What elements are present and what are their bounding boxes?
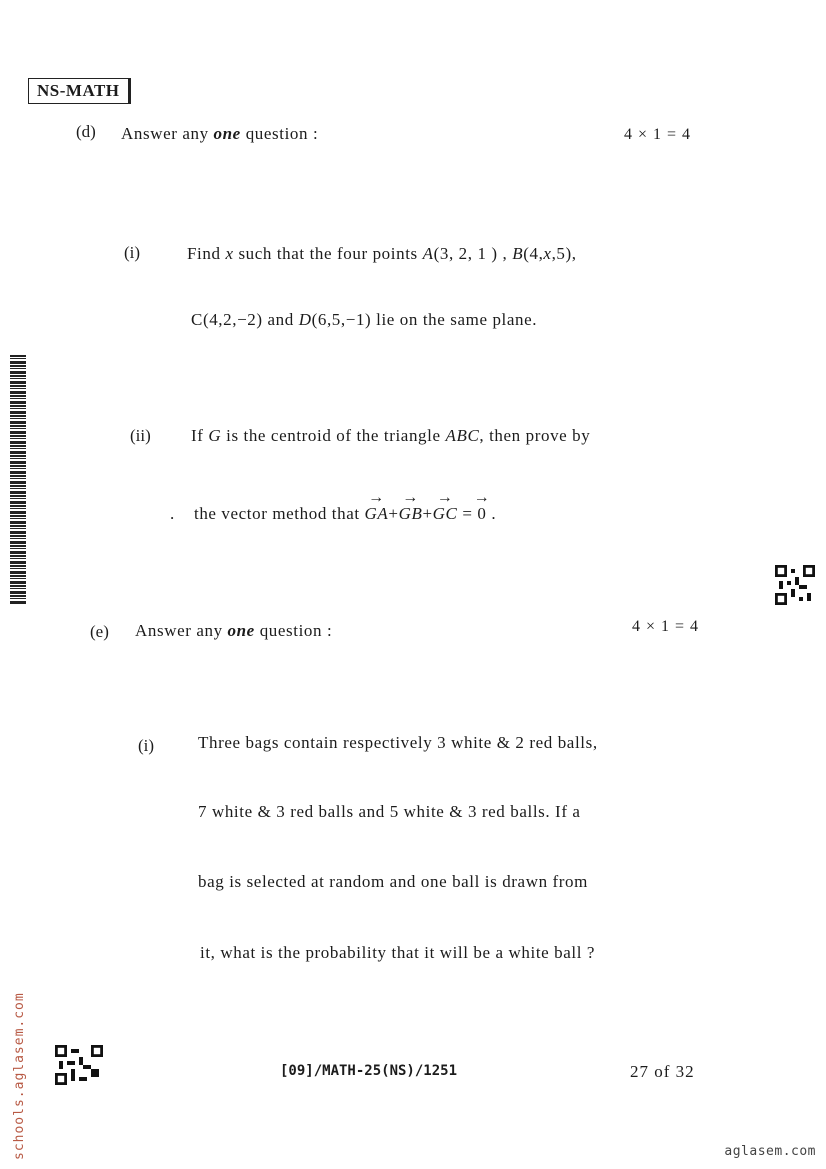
- site-url-side: schools.aglasem.com: [12, 992, 27, 1160]
- question-d-i-line2: [191, 310, 537, 330]
- point-g: G: [208, 426, 222, 445]
- equals-sign: =: [457, 504, 478, 523]
- section-e-label: (e): [90, 622, 109, 641]
- question-d-ii-number: (ii): [130, 426, 151, 445]
- question-e-i-line4: it, what is the probability that it will be a white ball ?: [200, 943, 596, 962]
- section-d-marks: 4 × 1 = 4: [624, 126, 692, 143]
- section-d-instruction: [121, 124, 318, 144]
- text-span: C(4,2,−2) and: [191, 310, 299, 329]
- qr-code-icon: [775, 565, 815, 605]
- vector-ga: → GA: [365, 504, 389, 524]
- vector-gb: → GB: [399, 504, 423, 524]
- site-url-bottom: aglasem.com: [724, 1144, 816, 1159]
- vector-gc: → GC: [433, 504, 458, 524]
- question-d-ii-line1: [191, 426, 590, 446]
- instruction-emphasis: one: [213, 124, 241, 143]
- variable-x: x: [543, 244, 552, 263]
- instruction-text-end: question :: [240, 124, 319, 143]
- section-e-marks: 4 × 1 = 4: [632, 618, 700, 635]
- question-d-i-number: (i): [124, 243, 141, 262]
- text-span: is the centroid of the triangle: [221, 426, 446, 445]
- question-d-i-line1: [187, 244, 577, 264]
- point-b: B: [512, 244, 524, 263]
- triangle-abc: ABC: [445, 426, 480, 445]
- text-span: If: [191, 426, 209, 445]
- subject-tag: NS-MATH: [28, 78, 131, 104]
- side-barcode: [10, 355, 26, 605]
- zero-vector: → 0: [477, 504, 486, 524]
- instruction-text-end: question :: [254, 621, 333, 640]
- qr-code-icon: [55, 1045, 103, 1085]
- question-e-i-number: (i): [138, 736, 155, 755]
- question-e-i-line2: 7 white & 3 red balls and 5 white & 3 red balls. If a: [198, 802, 581, 821]
- text-span: (4,: [523, 244, 544, 263]
- question-d-ii-bullet: .: [170, 504, 175, 523]
- text-span: Find: [187, 244, 226, 263]
- instruction-text: Answer any: [121, 124, 214, 143]
- text-span: (3, 2, 1 ) ,: [433, 244, 513, 263]
- section-e-instruction: [135, 621, 332, 641]
- variable-x: x: [225, 244, 234, 263]
- text-span: the vector method that: [194, 504, 365, 523]
- page-number: 27 of 32: [630, 1062, 695, 1081]
- instruction-emphasis: one: [227, 621, 255, 640]
- plus-sign: +: [388, 504, 399, 523]
- paper-code: [09]/MATH-25(NS)/1251: [280, 1063, 458, 1079]
- text-span: , then prove by: [479, 426, 591, 445]
- point-a: A: [422, 244, 434, 263]
- point-d: D: [298, 310, 312, 329]
- text-span: such that the four points: [233, 244, 423, 263]
- section-d-label: (d): [76, 122, 96, 141]
- plus-sign: +: [422, 504, 433, 523]
- text-span: (6,5,−1) lie on the same plane.: [311, 310, 538, 329]
- question-e-i-line1: Three bags contain respectively 3 white & 2 red balls,: [198, 733, 598, 752]
- text-span: .: [486, 504, 497, 523]
- text-span: ,5),: [551, 244, 577, 263]
- question-e-i-line3: bag is selected at random and one ball is drawn from: [198, 872, 588, 891]
- question-d-ii-line2: [194, 504, 496, 524]
- instruction-text: Answer any: [135, 621, 228, 640]
